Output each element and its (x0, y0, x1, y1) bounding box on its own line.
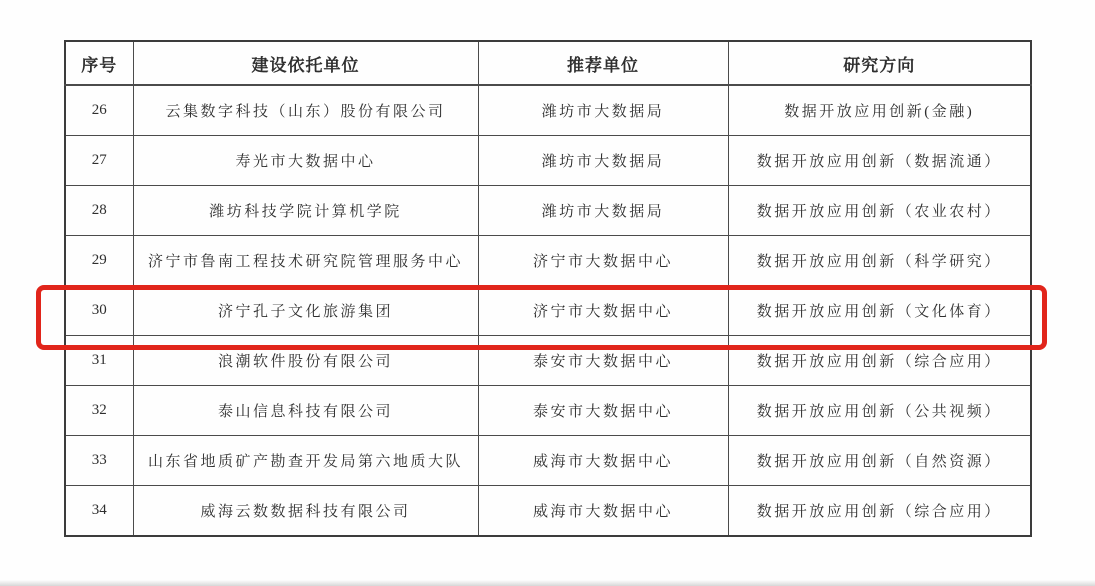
cell-serial: 31 (65, 336, 133, 386)
cell-direction: 数据开放应用创新（综合应用） (728, 486, 1031, 537)
table-row (65, 336, 1031, 386)
table-row (65, 85, 1031, 136)
col-header-unit: 建设依托单位 (133, 41, 478, 85)
cell-recommender: 潍坊市大数据局 (478, 85, 728, 136)
cell-direction: 数据开放应用创新（农业农村） (728, 186, 1031, 236)
col-header-recommender: 推荐单位 (478, 41, 728, 85)
cell-unit: 潍坊科技学院计算机学院 (133, 186, 478, 236)
table-row (65, 436, 1031, 486)
cell-recommender: 潍坊市大数据局 (478, 186, 728, 236)
cell-unit: 山东省地质矿产勘查开发局第六地质大队 (133, 436, 478, 486)
cell-direction: 数据开放应用创新（综合应用） (728, 336, 1031, 386)
cell-recommender: 济宁市大数据中心 (478, 236, 728, 286)
col-header-serial: 序号 (65, 41, 133, 85)
cell-serial: 34 (65, 486, 133, 537)
cell-recommender: 威海市大数据中心 (478, 436, 728, 486)
table-row (65, 486, 1031, 537)
cell-serial: 30 (65, 286, 133, 336)
cell-serial: 32 (65, 386, 133, 436)
cell-direction: 数据开放应用创新（科学研究） (728, 236, 1031, 286)
approval-list-table (64, 40, 1032, 537)
cell-unit: 济宁孔子文化旅游集团 (133, 286, 478, 336)
cell-unit: 云集数字科技（山东）股份有限公司 (133, 85, 478, 136)
cell-unit: 浪潮软件股份有限公司 (133, 336, 478, 386)
table-row (65, 136, 1031, 186)
table-row (65, 236, 1031, 286)
scan-bottom-shade (0, 580, 1095, 586)
cell-unit: 威海云数数据科技有限公司 (133, 486, 478, 537)
table-row (65, 186, 1031, 236)
cell-recommender: 威海市大数据中心 (478, 486, 728, 537)
cell-direction: 数据开放应用创新（数据流通） (728, 136, 1031, 186)
table-body (65, 85, 1031, 536)
cell-direction: 数据开放应用创新(金融) (728, 85, 1031, 136)
cell-unit: 寿光市大数据中心 (133, 136, 478, 186)
cell-direction: 数据开放应用创新（公共视频） (728, 386, 1031, 436)
table-row (65, 386, 1031, 436)
table-header-row (65, 41, 1031, 85)
cell-serial: 28 (65, 186, 133, 236)
cell-recommender: 潍坊市大数据局 (478, 136, 728, 186)
cell-recommender: 泰安市大数据中心 (478, 386, 728, 436)
cell-recommender: 济宁市大数据中心 (478, 286, 728, 336)
cell-unit: 泰山信息科技有限公司 (133, 386, 478, 436)
cell-direction: 数据开放应用创新（自然资源） (728, 436, 1031, 486)
cell-serial: 26 (65, 85, 133, 136)
cell-recommender: 泰安市大数据中心 (478, 336, 728, 386)
col-header-direction: 研究方向 (728, 41, 1031, 85)
cell-serial: 29 (65, 236, 133, 286)
cell-direction: 数据开放应用创新（文化体育） (728, 286, 1031, 336)
cell-unit: 济宁市鲁南工程技术研究院管理服务中心 (133, 236, 478, 286)
cell-serial: 33 (65, 436, 133, 486)
table-row (65, 286, 1031, 336)
cell-serial: 27 (65, 136, 133, 186)
